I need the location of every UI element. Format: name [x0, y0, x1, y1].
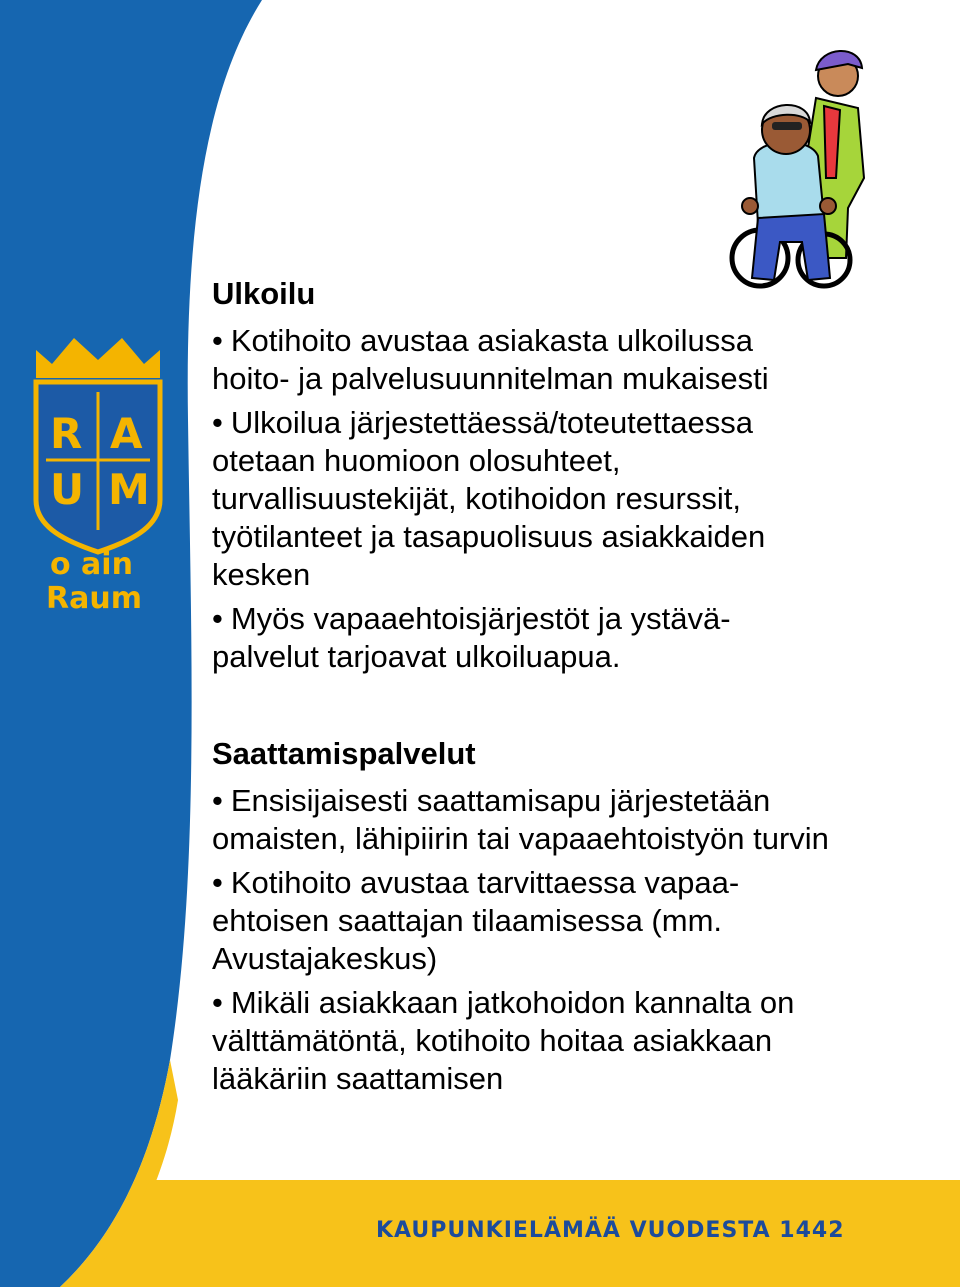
bullet-text: Kotihoito avustaa tarvittaessa vapaa-	[230, 865, 740, 900]
bullet-line: lääkäriin saattamisen	[212, 1061, 504, 1096]
bullet-line: Avustajakeskus)	[212, 941, 438, 976]
bullet-line: turvallisuustekijät, kotihoidon resurssit,	[212, 481, 741, 516]
bullet-list	[212, 322, 932, 676]
wheelchair-caregiver-illustration	[728, 28, 868, 290]
bullet-line	[212, 782, 952, 820]
bullet-icon: •	[212, 323, 223, 358]
bullet-line	[212, 864, 952, 902]
logo-letter-u: U	[50, 465, 85, 514]
bullet-line	[212, 600, 932, 638]
bullet-line: kesken	[212, 557, 311, 592]
bullet-icon: •	[212, 783, 223, 818]
logo-tagline-line2: Raum	[46, 581, 142, 616]
bullet-line: ehtoisen saattajan tilaamisessa (mm.	[212, 903, 723, 938]
bullet-line	[212, 984, 952, 1022]
section-heading-ulkoilu: Ulkoilu	[212, 276, 316, 311]
bullet-line: otetaan huomioon olosuhteet,	[212, 443, 621, 478]
bullet-line	[212, 404, 932, 442]
bullet-icon: •	[212, 601, 223, 636]
section-heading-saattamispalvelut: Saattamispalvelut	[212, 736, 476, 771]
logo-letter-m: M	[108, 465, 150, 514]
bullet-icon: •	[212, 985, 223, 1020]
logo-letter-a: A	[110, 409, 143, 458]
bullet-text: Kotihoito avustaa asiakasta ulkoilussa	[230, 323, 754, 358]
bullet-line: palvelut tarjoavat ulkoiluapua.	[212, 639, 621, 674]
bullet-line	[212, 322, 932, 360]
bullet-text: Myös vapaaehtoisjärjestöt ja ystävä-	[230, 601, 731, 636]
section-saattamispalvelut	[212, 736, 952, 1098]
bullet-icon: •	[212, 865, 223, 900]
bullet-line: välttämätöntä, kotihoito hoitaa asiakkaan	[212, 1023, 773, 1058]
logo-letter-r: R	[50, 409, 83, 458]
crown-icon	[36, 338, 160, 378]
raum-logo	[28, 330, 168, 620]
bullet-line: omaisten, lähipiirin tai vapaaehtoistyön turvin	[212, 821, 829, 856]
logo-tagline-line1: o ain	[50, 547, 133, 582]
bullet-text: Mikäli asiakkaan jatkohoidon kannalta on	[230, 985, 795, 1020]
bullet-text: Ensisijaisesti saattamisapu järjestetään	[230, 783, 771, 818]
bullet-icon: •	[212, 405, 223, 440]
bullet-list	[212, 782, 952, 1098]
bullet-line: hoito- ja palvelusuunnitelman mukaisesti	[212, 361, 769, 396]
bullet-line: työtilanteet ja tasapuolisuus asiakkaiden	[212, 519, 766, 554]
bullet-text: Ulkoilua järjestettäessä/toteutettaessa	[230, 405, 753, 440]
footer-slogan: KAUPUNKIELÄMÄÄ VUODESTA 1442	[376, 1218, 845, 1243]
section-ulkoilu	[212, 276, 932, 676]
